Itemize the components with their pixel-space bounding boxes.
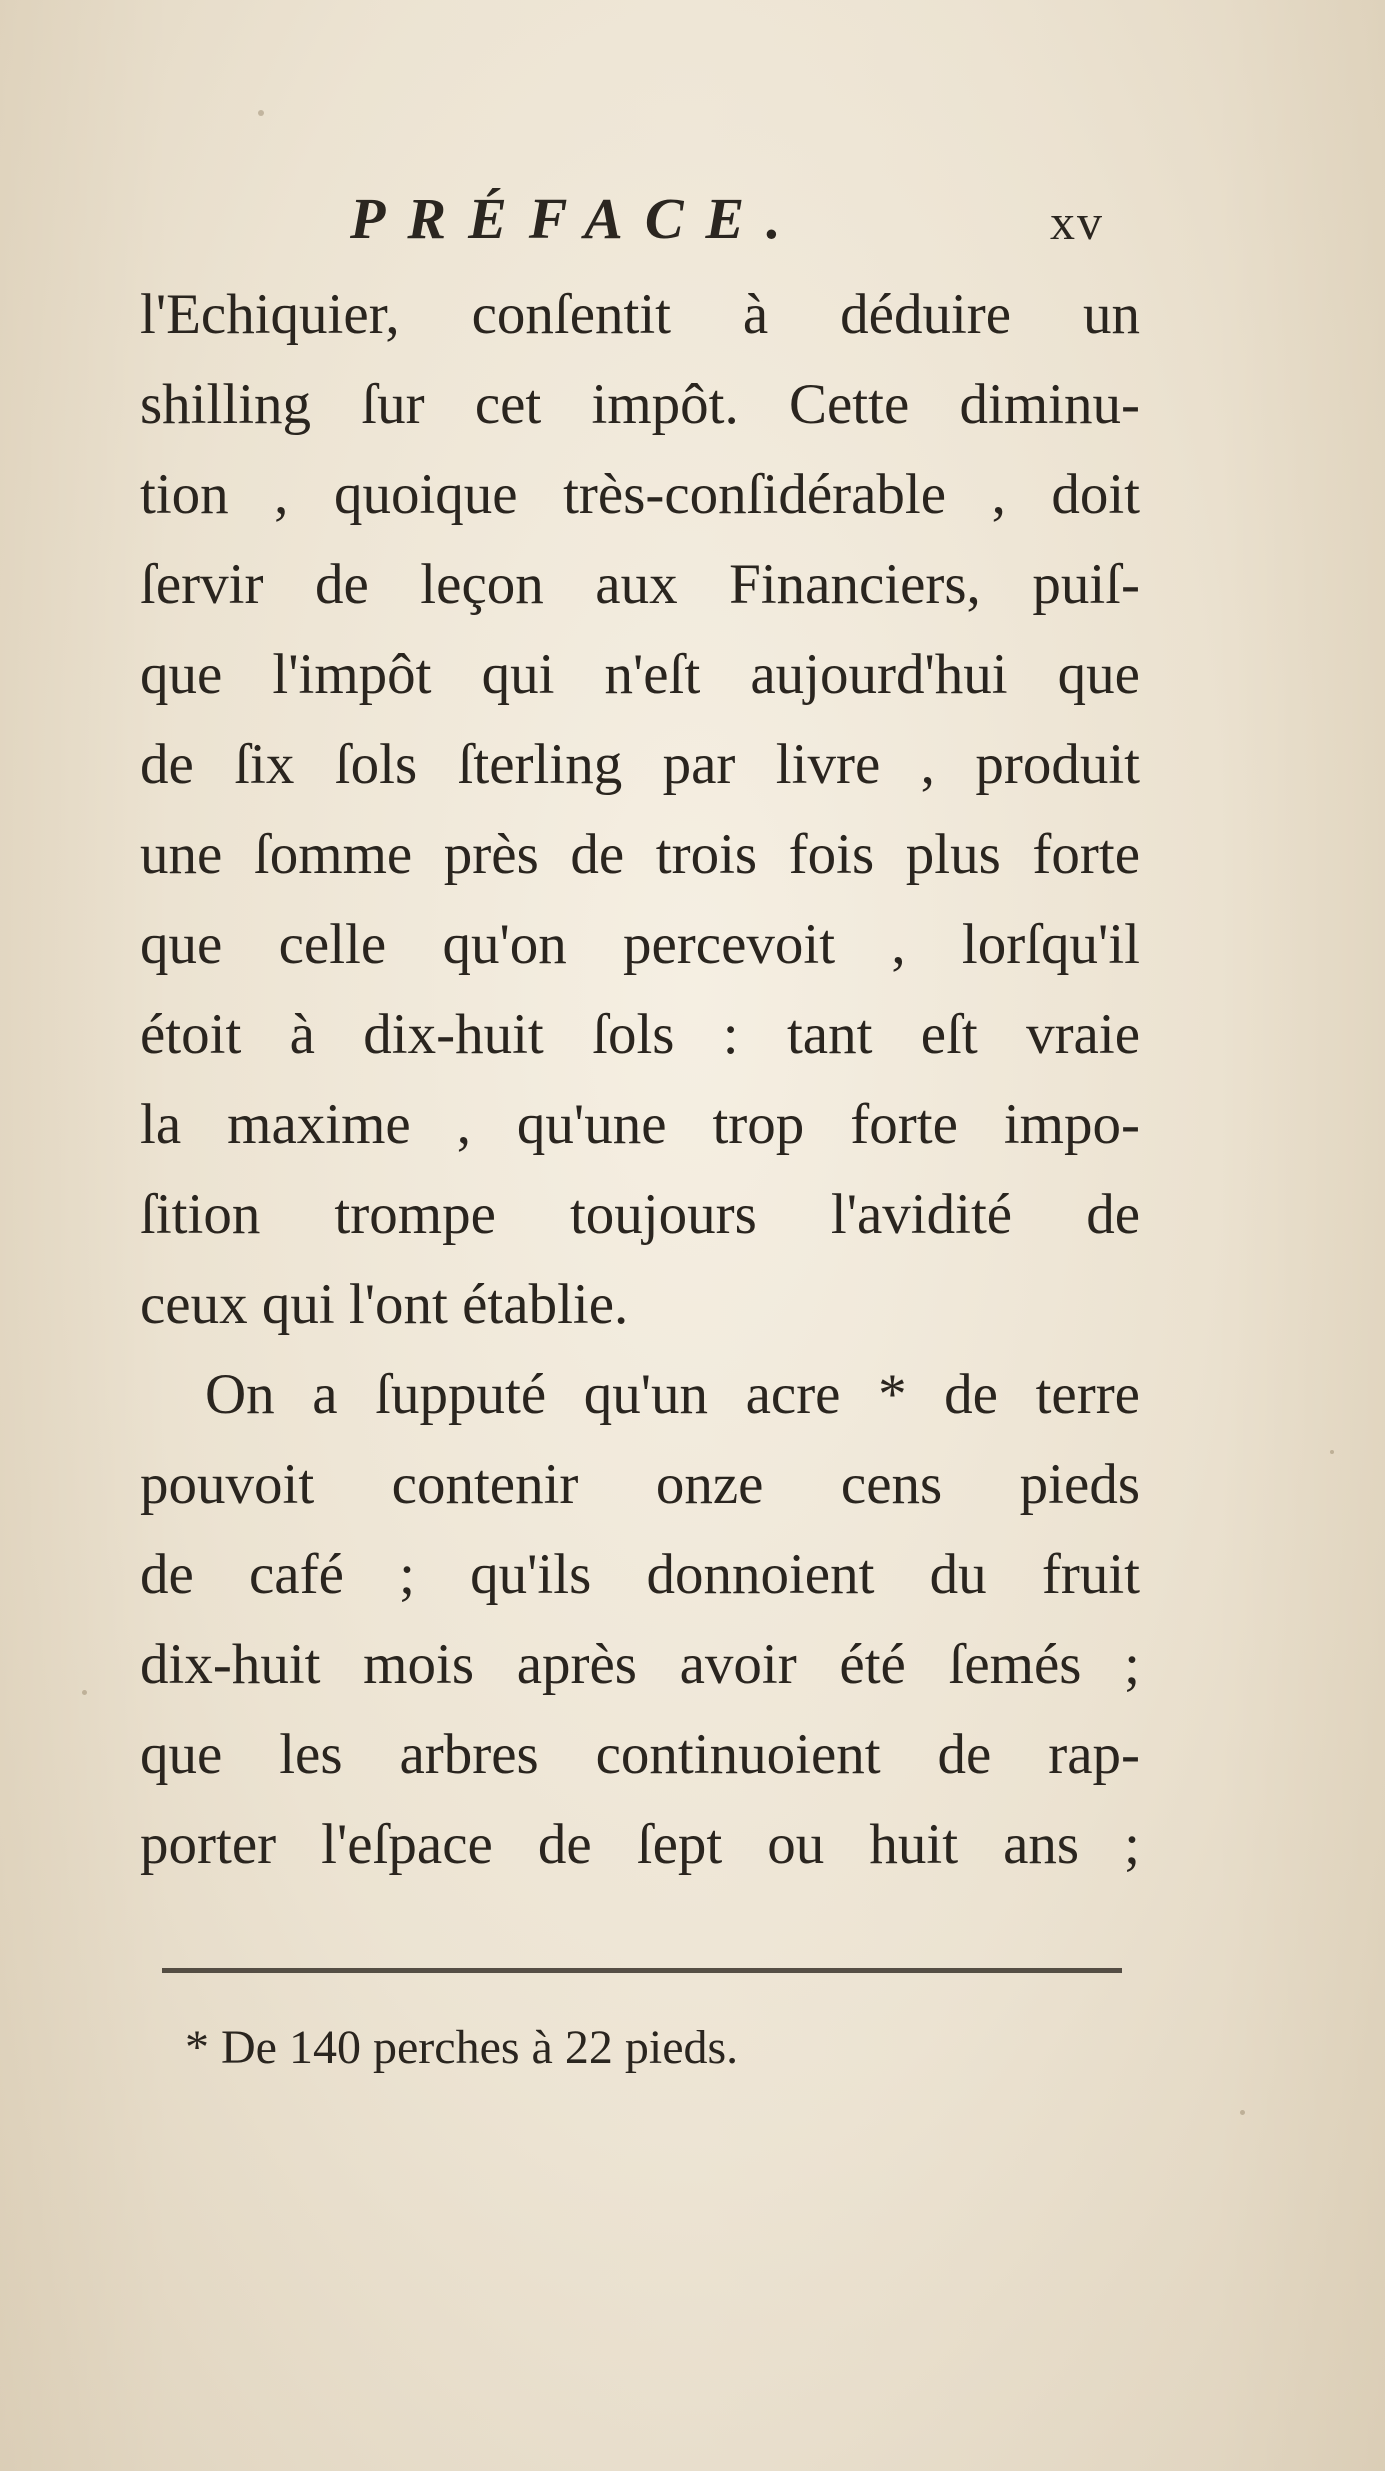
paper-speck: [1240, 2110, 1245, 2115]
text-line: dix-huit mois après avoir été ſemés ;: [140, 1633, 1140, 1696]
text-line: ſervir de leçon aux Financiers, puiſ-: [140, 553, 1140, 616]
running-head: [350, 185, 1150, 265]
footnote: * De 140 perches à 22 pieds.: [185, 2021, 739, 2074]
text-line: tion , quoique très-conſidérable , doit: [140, 463, 1140, 526]
text-line: que l'impôt qui n'eſt aujourd'hui que: [140, 643, 1140, 706]
text-line: pouvoit contenir onze cens pieds: [140, 1453, 1140, 1516]
text-line: l'Echiquier, conſentit à déduire un: [140, 283, 1140, 346]
running-head-title: PRÉFACE.: [350, 186, 803, 251]
paper-speck: [1330, 1450, 1334, 1454]
text-line: une ſomme près de trois fois plus forte: [140, 823, 1140, 886]
text-line: shilling ſur cet impôt. Cette diminu-: [140, 373, 1140, 436]
paper-speck: [258, 110, 264, 116]
text-line: de ſix ſols ſterling par livre , produit: [140, 733, 1140, 796]
text-line: la maxime , qu'une trop forte impo-: [140, 1093, 1140, 1156]
text-line: On a ſupputé qu'un acre * de terre: [205, 1363, 1140, 1426]
footnote-rule: [162, 1968, 1122, 1973]
body-text: [140, 270, 1140, 1890]
text-line: ceux qui l'ont établie.: [140, 1273, 629, 1336]
text-line: porter l'eſpace de ſept ou huit ans ;: [140, 1813, 1140, 1876]
paper-speck: [82, 1690, 87, 1695]
text-line: de café ; qu'ils donnoient du fruit: [140, 1543, 1140, 1606]
text-line: ſition trompe toujours l'avidité de: [140, 1183, 1140, 1246]
page-number: xv: [1050, 194, 1104, 250]
text-line: étoit à dix-huit ſols : tant eſt vraie: [140, 1003, 1140, 1066]
text-line: que les arbres continuoient de rap-: [140, 1723, 1140, 1786]
text-line: que celle qu'on percevoit , lorſqu'il: [140, 913, 1140, 976]
